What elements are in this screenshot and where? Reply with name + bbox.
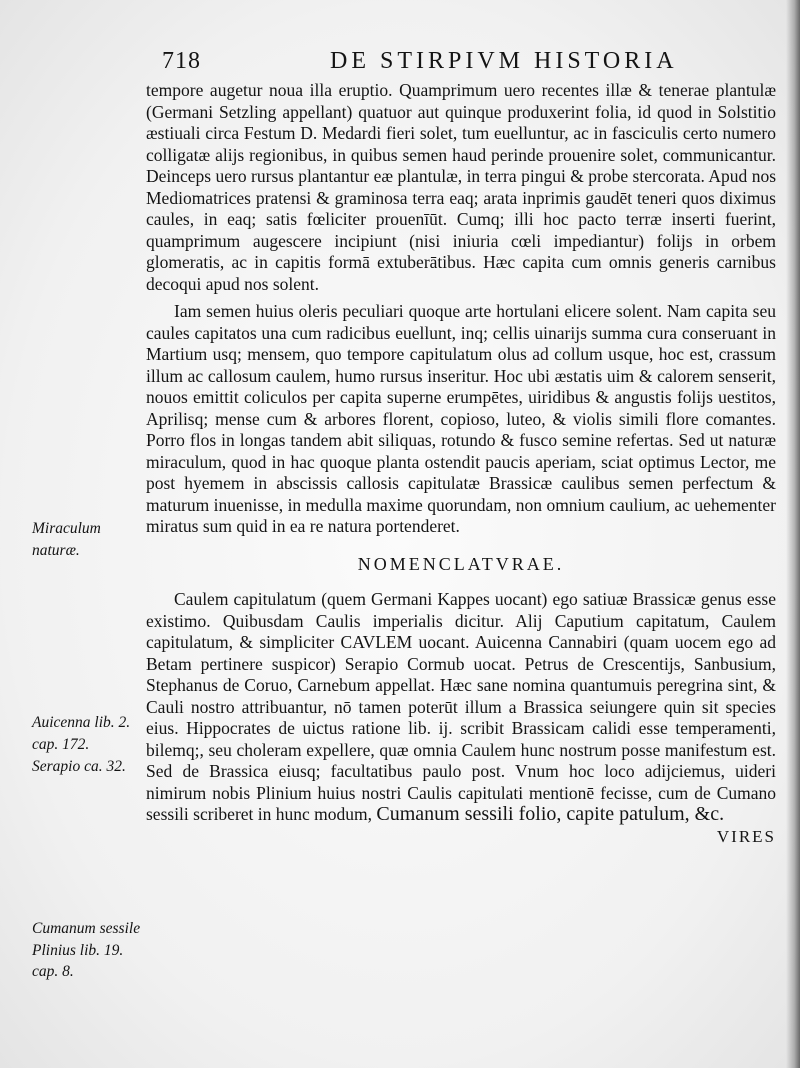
main-text-block: [146, 80, 776, 847]
running-title: DE STIRPIVM HISTORIA: [330, 48, 678, 74]
paragraph-2: Iam semen huius oleris peculiari quoque arte hortulani elicere solent. Nam capita seu caules capitatos una cum radicibus euellunt, inq; cellis uinarijs summa cura conseruant in Martium usq; mensem, quo tempore capitulatum olus ad collum usque, hoc est, crassum illum ac callosum caulem, humo rursus inseritur. Hoc ubi æstatis uim & calorem senserit, nouos emittit coliculos per capita superne erumpētes, uiridibus & angustis folijs uestitos, Aprilisq; mense cum & arbores florent, copioso, luteo, & violis simili flore comantes. Porro flos in longas tandem abit siliquas, rotundo & fusco semine refertas. Sed ut naturæ miraculum, quod in hac quoque planta ostendit paucis aperiam, sciat optimus Lector, me post hyemem in abscissis callosis capitulatæ Brassicæ caulibus semen perfectum & maturum inuenisse, in medulla maxime quorundam, non omnium caulium, ac uehementer miratus sum quid in ea re natura portenderet.: [146, 301, 776, 536]
catchword: VIRES: [716, 826, 776, 846]
paragraph-1: tempore augetur noua illa eruptio. Quamprimum uero recentes illæ & tenerae plantulæ (Germani Setzling appellant) quatuor aut quinque produxerint folia, id quod in Solstitio æstiuali circa Festum D. Medardi fieri solet, tum euelluntur, ac in fasciculis certo numero colligatæ alijs regionibus, in quibus semen haud perinde prouenire solet, communicantur. Deinceps uero rursus plantantur eæ plantulæ, in terra pingui & probe stercorata. Apud nos Mediomatrices pratensi & graminosa terra eaq; arata inprimis gaudēt teneri quos diximus caules, in eaq; satis fœliciter prouenīūt. Cumq; illi hoc pacto terræ inserti fuerint, quamprimum augescere incipiunt (nisi iniuria cœli impediantur) folijs in orbem glomeratis, ac in capitis formā extuberātibus. Hæc capita cum omnis generis carnibus decoqui apud nos solent.: [146, 80, 776, 294]
page-number: 718: [162, 48, 201, 74]
nomenclature-paragraph: [146, 589, 776, 826]
running-header: [162, 48, 752, 82]
nomenclature-text: Caulem capitulatum (quem Germani Kappes uocant) ego satiuæ Brassicæ genus esse existimo. Quibusdam Caulis imperialis dicitur. Alij Caputium capitatum, Caulem capitulatum, & simpliciter CAVLEM uocant. Auicenna Cannabiri (quam uocem ego ad Betam pertinere suspicor) Serapio Cormub uocat. Petrus de Crescentijs, Sanbusium, Stephanus de Coruo, Carnebum appellat. Hæc sane nomina quantumuis peregrina sint, & Cauli nostro attribuantur, nō tamen poterūt illum a Brassica seiungere quin sit species eius. Hippocrates de uictus ratione lib. ij. scribit Brassicam calidi esse temperamenti, bilemq;, seu choleram expellere, quæ omnia Caulem hunc nostrum posse manifestum est. Sed de Brassica eiusq; facultatibus paulo post. Vnum hoc loco adijciemus, uideri nimirum nobis Plinium huius nostri Caulis capitulati mentionē fecisse, cum de Cumano sessili scriberet in hunc modum,: [146, 589, 776, 824]
margin-note-cumanum: Cumanum sessile Plinius lib. 19. cap. 8.: [32, 920, 141, 980]
pliny-quotation: Cumanum sessili folio, capite patulum, &c.: [376, 803, 725, 825]
margin-note-serapio: Serapio ca. 32.: [32, 758, 126, 775]
section-heading: NOMENCLATVRAE.: [357, 553, 565, 574]
margin-note-auicenna: Auicenna lib. 2. cap. 172.: [32, 714, 131, 753]
margin-note-miraculum: Miraculum naturæ.: [32, 520, 101, 559]
page-gutter-shadow: [786, 0, 800, 1068]
